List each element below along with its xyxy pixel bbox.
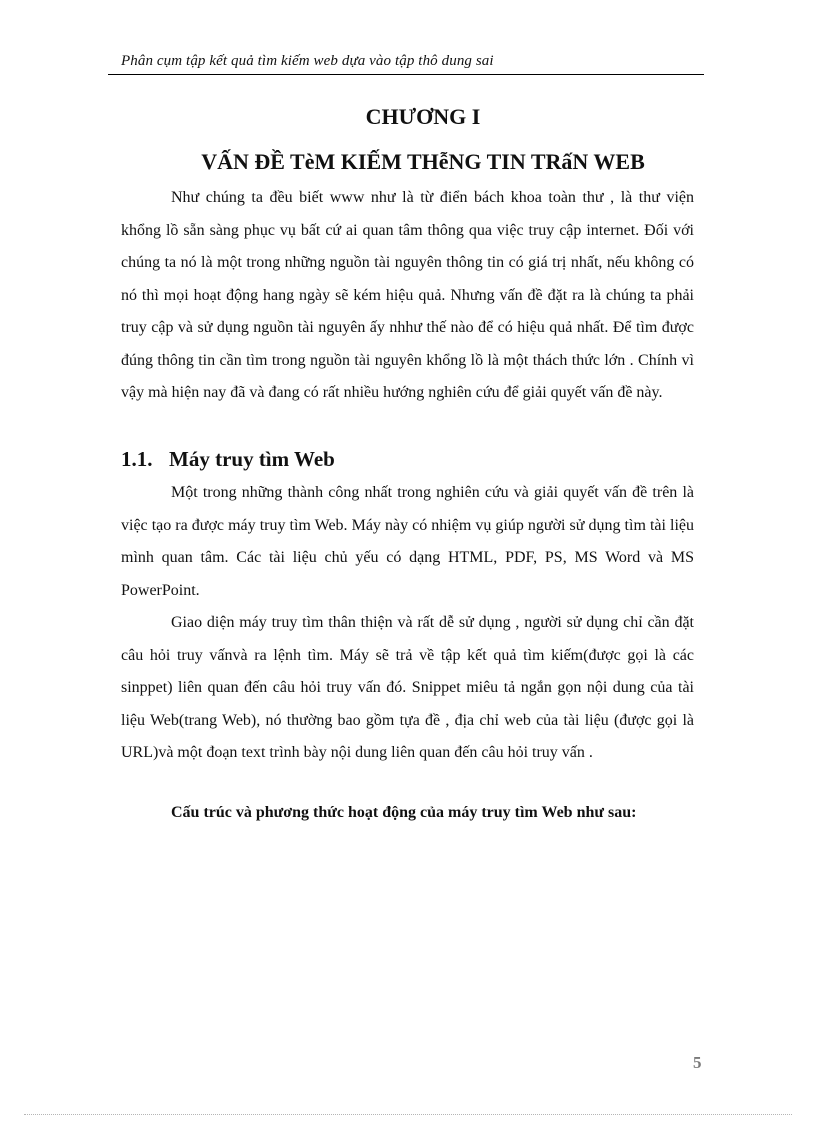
structure-heading: Cấu trúc và phương thức hoạt động của máy truy tìm Web như sau:: [171, 804, 637, 821]
section-title: Máy truy tìm Web: [169, 447, 335, 471]
page-number: 5: [693, 1053, 702, 1072]
chapter-title: VẤN ĐỀ TèM KIẾM THễNG TIN TRấN WEB: [201, 149, 645, 174]
intro-paragraph: Như chúng ta đều biết www như là từ điển bách khoa toàn thư , là thư viện khổng lồ sẵn sàng phục vụ bất cứ ai quan tâm thông qua việc truy cập internet. Đối với chúng ta nó là một trong những nguồn tài nguyên thông tin có giá trị nhất, nếu không có nó thì mọi hoạt động hang ngày sẽ kém hiệu quả. Nhưng vấn đề đặt ra là chúng ta phải truy cập và sử dụng nguồn tài nguyên ấy nhhư thế nào để có hiệu quả nhất. Để tìm được đúng thông tin cần tìm trong nguồn tài nguyên khổng lồ là một thách thức lớn . Chính vì vậy mà hiện nay đã và đang có rất nhiều hướng nghiên cứu để giải quyết vấn đề này.: [121, 189, 694, 401]
interface-paragraph: Giao diện máy truy tìm thân thiện và rất dễ sử dụng , người sử dụng chỉ cần đặt câu hỏi truy vấnvà ra lệnh tìm. Máy sẽ trả về tập kết quả tìm kiếm(được gọi là các sinppet) liên quan đến câu hỏi truy vấn đó. Snippet miêu tả ngắn gọn nội dung của tài liệu Web(trang Web), nó thường bao gồm tựa đề , địa chỉ web của tài liệu (được gọi là URL)và một đoạn text trình bày nội dung liên quan đến câu hỏi truy vấn .: [121, 614, 694, 761]
running-header: Phân cụm tập kết quả tìm kiếm web dựa vào tập thô dung sai: [121, 53, 494, 69]
section-number: 1.1.: [121, 447, 153, 471]
chapter-number: CHƯƠNG I: [365, 104, 481, 129]
section-heading: [121, 444, 335, 474]
header-rule: [108, 74, 704, 75]
search-engine-paragraph: Một trong những thành công nhất trong nghiên cứu và giải quyết vấn đề trên là việc tạo ra được máy truy tìm Web. Máy này có nhiệm vụ giúp người sử dụng tìm tài liệu mình quan tâm. Các tài liệu chủ yếu có dạng HTML, PDF, PS, MS Word và MS PowerPoint.: [121, 484, 694, 599]
page-bottom-border: [24, 1114, 792, 1115]
